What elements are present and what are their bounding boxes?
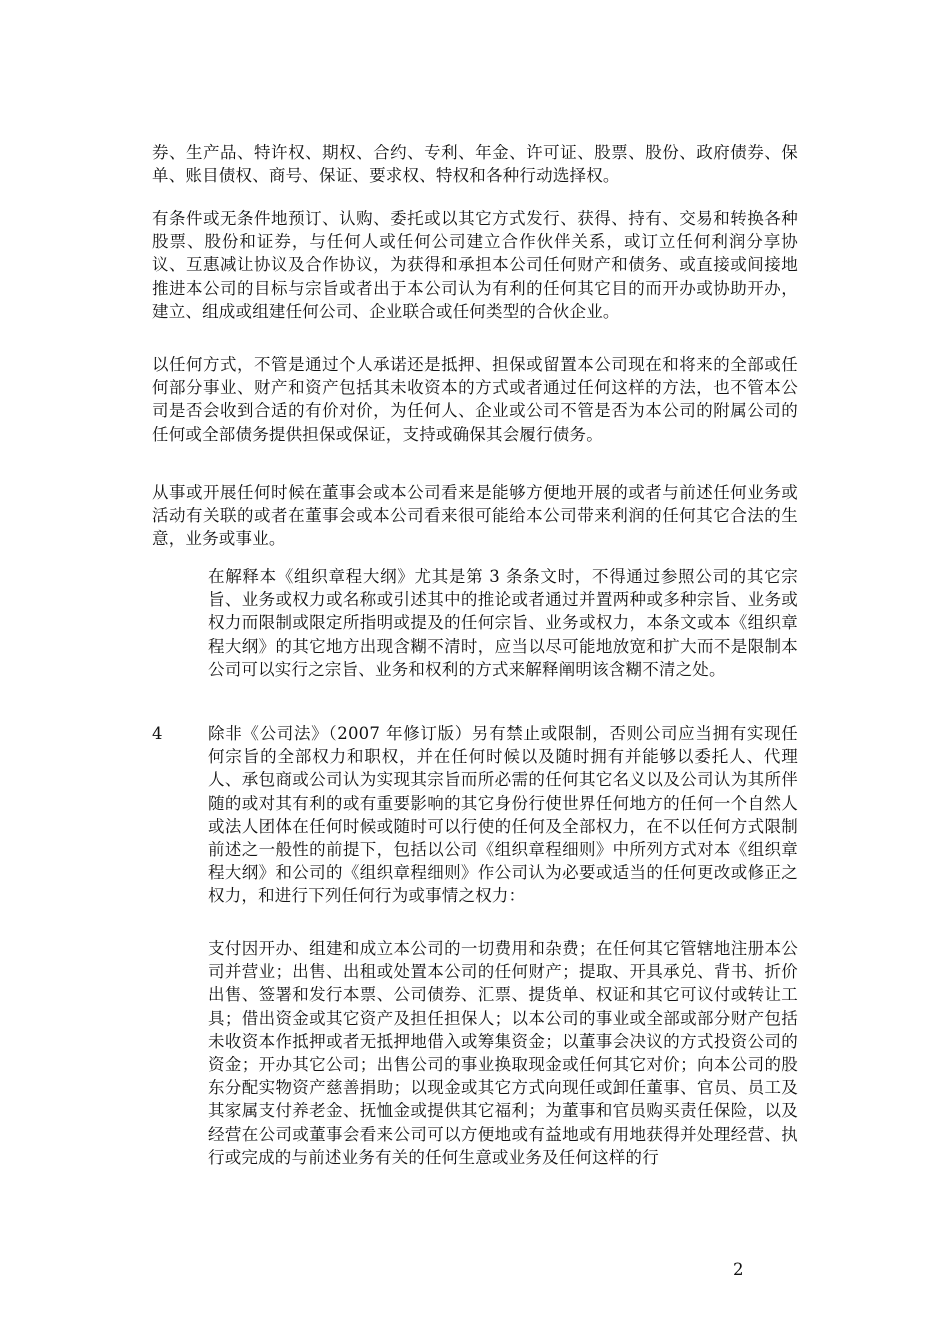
paragraph-guarantee: 以任何方式，不管是通过个人承诺还是抵押、担保或留置本公司现在和将来的全部或任何部分事业、财产和资产包括其未收资本的方式或者通过任何这样的方法，也不管本公司是否会收到合适的有价对价，为任何人、企业或公司不管是否为本公司的附属公司的任何或全部债务提供担保或保证，支持或确保其会履行债务。 [152,355,798,444]
paragraph-continuation: 券、生产品、特许权、期权、合约、专利、年金、许可证、股票、股份、政府债券、保单、账目债权、商号、保证、要求权、特权和各种行动选择权。 [152,143,798,186]
paragraph-other-business: 从事或开展任何时候在董事会或本公司看来是能够方便地开展的或者与前述任何业务或活动有关联的或者在董事会或本公司看来很可能给本公司带来利润的任何其它合法的生意，业务或事业。 [152,483,798,549]
clause-number: 4 [152,724,163,743]
paragraph-powers-list: 支付因开办、组建和成立本公司的一切费用和杂费；在任何其它管辖地注册本公司并营业；出售、出租或处置本公司的任何财产；提取、开具承兑、背书、折价出售、签署和发行本票、公司债券、汇票、提货单、权证和其它可议付或转让工具；借出资金或其它资产及担任担保人；以本公司的事业或全部或部分财产包括未收资本作抵押或者无抵押地借入或筹集资金；以董事会决议的方式投资公司的资金；开办其它公司；出售公司的事业换取现金或任何其它对价；向本公司的股东分配实物资产慈善捐助；以现金或其它方式向现任或卸任董事、官员、员工及其家属支付养老金、抚恤金或提供其它福利；为董事和官员购买责任保险，以及经营在公司或董事会看来公司可以方便地或有益地或有用地获得并处理经营、执行或完成的与前述业务有关的任何生意或业务及任何这样的行 [208,939,798,1167]
paragraph-clause-4: 除非《公司法》（2007 年修订版）另有禁止或限制，否则公司应当拥有实现任何宗旨的全部权力和职权，并在任何时候以及随时拥有并能够以委托人、代理人、承包商或公司认为实现其宗旨而所必需的任何其它名义以及公司认为其所伴随的或对其有利的或有重要影响的其它身份行使世界任何地方的任何一个自然人或法人团体在任何时候或随时可以行使的任何及全部权力，在不以任何方式限制前述之一般性的前提下，包括以公司《组织章程细则》中所列方式对本《组织章程大纲》和公司的《组织章程细则》作公司认为必要或适当的任何更改或修正之权力，和进行下列任何行为或事情之权力： [208,724,798,906]
paragraph-interpretation: 在解释本《组织章程大纲》尤其是第 3 条条文时，不得通过参照公司的其它宗旨、业务或权力或名称或引述其中的推论或者通过并置两种或多种宗旨、业务或权力而限制或限定所指明或提及的任何宗旨、业务或权力，本条文或本《组织章程大纲》的其它地方出现含糊不清时，应当以尽可能地放宽和扩大而不是限制本公司可以实行之宗旨、业务和权利的方式来解释阐明该含糊不清之处。 [208,567,798,679]
paragraph-subscription: 有条件或无条件地预订、认购、委托或以其它方式发行、获得、持有、交易和转换各种股票、股份和证券，与任何人或任何公司建立合作伙伴关系，或订立任何利润分享协议、互惠减让协议及合作协议，为获得和承担本公司任何财产和债务、或直接或间接地推进本公司的目标与宗旨或者出于本公司认为有利的任何其它目的而开办或协助开办，建立、组成或组建任何公司、企业联合或任何类型的合伙企业。 [152,209,798,321]
page-number: 2 [733,1260,744,1279]
